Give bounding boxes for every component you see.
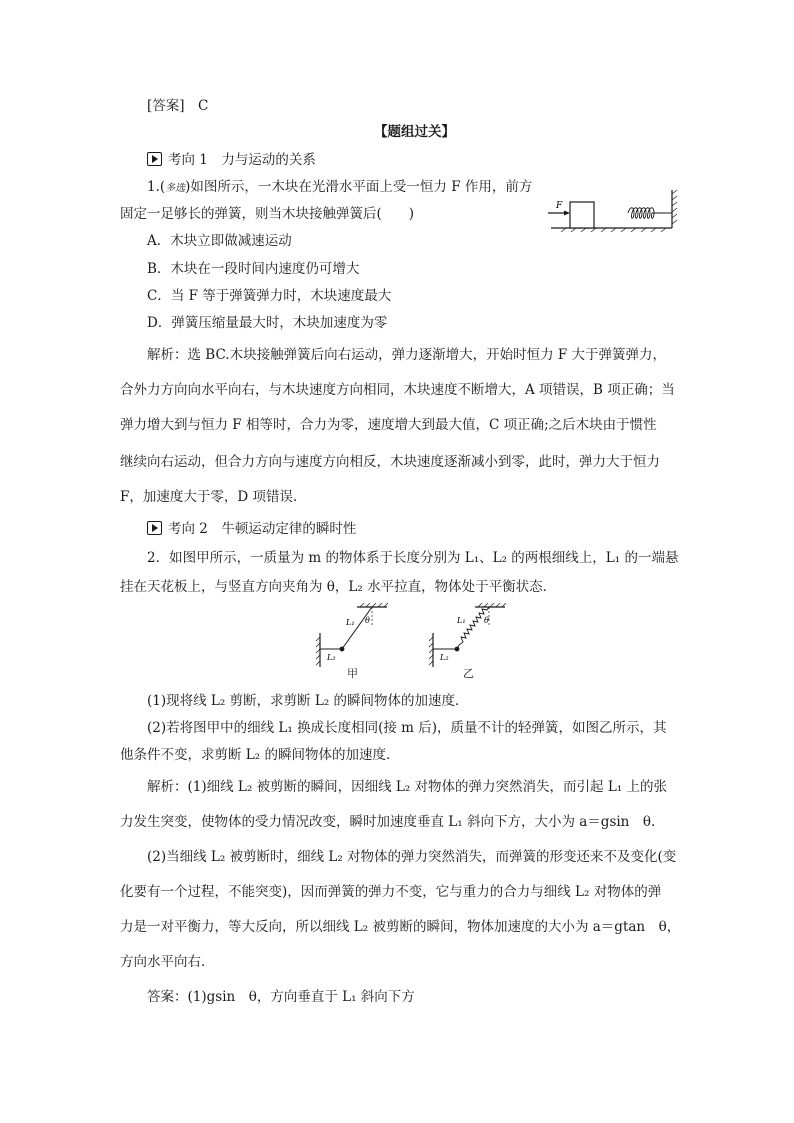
analysis2-line: 解析：(1)细线 L₂ 被剪断的瞬间，因细线 L₂ 对物体的弹力突然消失，而引起 L₁ 上的张 (147, 779, 667, 795)
q1-option-d: D．弹簧压缩量最大时，木块加速度为零 (147, 315, 388, 331)
q1-line1 (147, 178, 532, 198)
q2-line1: 2．如图甲所示，一质量为 m 的物体系于长度分别为 L₁、L₂ 的两根细线上，L₁ 的一端悬 (147, 550, 679, 566)
spring (628, 208, 672, 219)
label-theta: θ (484, 616, 489, 625)
string-l1 (342, 607, 372, 649)
wooden-block (570, 202, 594, 228)
q1-number: 1.( (147, 179, 166, 195)
label-l1: L₁ (346, 618, 355, 627)
label-l1: L₁ (457, 616, 466, 625)
analysis2-line: 力发生突变，使物体的受力情况改变，瞬时加速度垂直 L₁ 斜向下方，大小为 a＝gsin θ. (120, 814, 656, 830)
play-icon (147, 521, 162, 535)
analysis2-line: 力是一对平衡力，等大反向，所以细线 L₂ 被剪断的瞬间，物体加速度的大小为 a＝gtan θ， (120, 919, 681, 935)
label-l2: L₂ (440, 653, 449, 662)
q2-line2: 挂在天花板上，与竖直方向夹角为 θ，L₂ 水平拉直，物体处于平衡状态． (120, 579, 557, 595)
analysis2-line: 化要有一个过程，不能突变)，因而弹簧的弹力不变，它与重力的合力与细线 L₂ 对物体的弹 (120, 884, 662, 900)
q2-sub2-line2: 他条件不变，求剪断 L₂ 的瞬间物体的加速度． (120, 747, 400, 763)
q1-option-b: B．木块在一段时间内速度仍可增大 (147, 261, 360, 277)
force-arrowhead (564, 211, 570, 216)
label-theta: θ (365, 616, 370, 625)
force-label: F (556, 201, 563, 211)
analysis1-line: 继续向右运动，但合力方向与速度方向相反，木块速度逐渐减小到零，此时，弹力大于恒力 (120, 454, 660, 470)
q1-option-a: A．木块立即做减速运动 (147, 233, 292, 249)
q1-multi-select-tag: 多选 (165, 183, 186, 194)
section-heading-2 (147, 520, 356, 538)
wall-hatch (429, 637, 433, 665)
analysis2-line: 方向水平向右． (120, 954, 215, 970)
answer-2: 答案：(1)gsin θ，方向垂直于 L₁ 斜向下方 (147, 989, 415, 1005)
q2-sub2-line1: (2)若将图甲中的细线 L₁ 换成长度相同(接 m 后)，质量不计的轻弹簧，如图乙所示，其 (147, 720, 667, 736)
previous-answer: [答案] C (147, 98, 209, 114)
q2-figure-yi (425, 603, 510, 668)
figure-caption-yi: 乙 (463, 667, 474, 680)
q2-figure-jia (312, 603, 397, 668)
analysis1-line: 解析：选 BC.木块接触弹簧后向右运动，弹力逐渐增大，开始时恒力 F 大于弹簧弹力， (147, 347, 667, 363)
section-2-label: 考向 2 牛顿运动定律的瞬时性 (168, 521, 357, 537)
label-l2: L₂ (327, 653, 336, 662)
wall-hatch (672, 190, 677, 224)
section-1-label: 考向 1 力与运动的关系 (168, 152, 316, 168)
analysis1-line: F，加速度大于零，D 项错误． (120, 489, 307, 505)
ground-hatch (561, 228, 666, 232)
mass-object (455, 647, 460, 652)
q2-sub1: (1)现将线 L₂ 剪断，求剪断 L₂ 的瞬间物体的加速度． (147, 693, 469, 709)
analysis2-line: (2)当细线 L₂ 被剪断时，细线 L₂ 对物体的弹力突然消失，而弹簧的形变还来不及变化(变 (147, 849, 677, 865)
analysis1-line: 合外力方向向水平向右，与木块速度方向相同，木块速度不断增大，A 项错误，B 项正确；当 (120, 382, 675, 398)
q1-figure (546, 186, 686, 232)
analysis1-line: 弹力增大到与恒力 F 相等时，合力为零，速度增大到最大值，C 项正确;之后木块由于惯性 (120, 417, 657, 433)
section-heading-1 (147, 151, 316, 169)
group-title: 【题组过关】 (374, 124, 455, 140)
wall-hatch (316, 637, 320, 665)
q1-line2: 固定一足够长的弹簧，则当木块接触弹簧后( ) (120, 206, 415, 222)
q1-option-c: C．当 F 等于弹簧弹力时，木块速度最大 (147, 288, 392, 304)
spring-l1 (457, 607, 489, 649)
figure-caption-jia: 甲 (347, 667, 358, 680)
mass-object (340, 647, 345, 652)
play-icon (147, 152, 162, 166)
q1-stem-part1: )如图所示，一木块在光滑水平面上受一恒力 F 作用，前方 (185, 179, 533, 195)
